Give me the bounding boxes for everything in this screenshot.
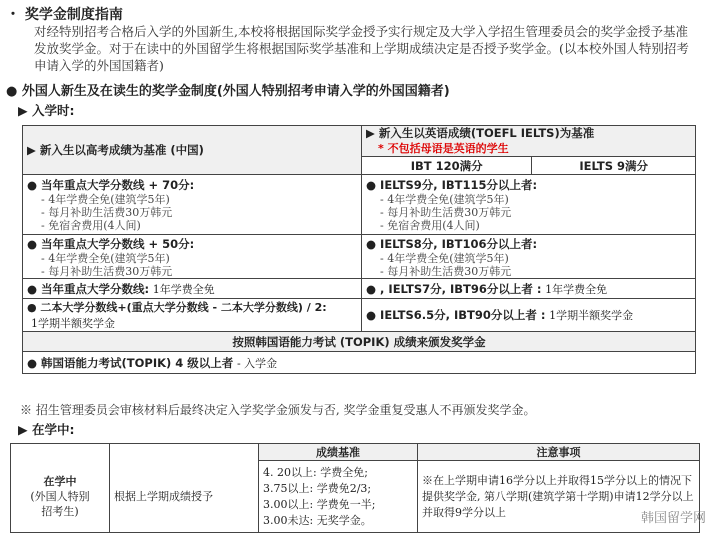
row3-right-value: 1年学费全免 (545, 282, 608, 296)
enrolled-scholarship-table (10, 443, 700, 533)
row4-left-title: ● 二本大学分数线+(重点大学分数线 - 二本大学分数线) / 2: (27, 301, 327, 314)
row1-right (362, 175, 696, 235)
enrolled-label: ▶ 在学中: (18, 422, 75, 437)
row1-left-item: - 每月补助生活费30万韩元 (41, 206, 173, 219)
row2-right-item: - 4年学费全免(建筑学5年) (380, 251, 509, 265)
notes-cell: ※在上学期申请16学分以上并取得15学分以上的情况下提供奖学金, 第八学期(建筑学第十学期)申请12学分以上并取得9学分以上 (418, 461, 700, 533)
row1-left-item: - 4年学费全免(建筑学5年) (41, 193, 170, 206)
row2-left (23, 235, 362, 279)
row2-left-title: ● 当年重点大学分数线 + 50分: (27, 236, 195, 251)
topik-header: 按照韩国语能力考试 (TOPIK) 成绩来颁发奖学金 (23, 332, 696, 352)
row3-right (362, 279, 696, 299)
topik-row-value: - 入学金 (236, 356, 278, 370)
admission-scholarship-table (22, 125, 696, 374)
row2-right-item: - 每月补助生活费30万韩元 (380, 264, 512, 278)
english-header-note: * 不包括母语是英语的学生 (378, 142, 509, 155)
row1-left-title: ● 当年重点大学分数线 + 70分: (27, 178, 195, 192)
row-label-line1: 在学中 (43, 474, 77, 488)
row3-left-title: ● 当年重点大学分数线: (27, 281, 150, 296)
row-label-line2: (外国人特别 (30, 489, 90, 503)
row-label-line3: 招考生) (41, 504, 79, 518)
criteria-item: 3.75以上: 学费免2/3; (263, 481, 372, 495)
row3-left (23, 279, 362, 299)
criteria-cell (259, 461, 418, 533)
row4-right (362, 299, 696, 332)
row1-right-item: - 免宿舍费用(4人间) (380, 219, 480, 232)
gaokao-header: ▶ 新入生以高考成绩为基准 (中国) (23, 126, 362, 175)
basis-cell: 根据上学期成绩授予 (110, 461, 259, 533)
english-header: ▶ 新入生以英语成绩(TOEFL IELTS)为基准 (366, 126, 595, 140)
criteria-item: 4. 20以上: 学费全免; (263, 465, 368, 479)
row4-right-title: ● IELTS6.5分, IBT90分以上者 : (366, 308, 546, 322)
row1-left (23, 175, 362, 235)
admission-label: ▶ 入学时: (18, 103, 75, 118)
col-ibt: IBT 120满分 (362, 157, 532, 175)
row3-left-value: 1年学费全免 (152, 282, 215, 296)
row4-left-value: 1学期半额奖学金 (31, 317, 115, 330)
row1-right-item: - 每月补助生活费30万韩元 (380, 206, 512, 219)
row2-left-item: - 4年学费全免(建筑学5年) (41, 251, 170, 265)
topik-row-title: ● 韩国语能力考试(TOPIK) 4 级以上者 (27, 355, 234, 370)
row3-right-title: ● , IELTS7分, IBT96分以上者 : (366, 281, 542, 296)
review-note: ※ 招生管理委员会审核材料后最终决定入学奖学金颁发与否, 奖学金重复受惠人不再颁发奖学金。 (20, 403, 536, 417)
row1-right-title: ● IELTS9分, IBT115分以上者: (366, 178, 538, 192)
criteria-item: 3.00以上: 学费免一半; (263, 497, 376, 511)
row4-left (23, 299, 362, 332)
row4-right-value: 1学期半额奖学金 (549, 309, 634, 322)
row2-right (362, 235, 696, 279)
col-notes: 注意事项 (418, 444, 700, 461)
row2-right-title: ● IELTS8分, IBT106分以上者: (366, 236, 538, 251)
row1-left-item: - 免宿舍费用(4人间) (41, 219, 141, 232)
col-ielts: IELTS 9满分 (532, 157, 696, 175)
criteria-item: 3.00未达: 无奖学金。 (263, 513, 372, 527)
row-label (11, 461, 110, 533)
scholarship-system-heading: ● 外国人新生及在读生的奖学金制度(外国人特别招考申请入学的外国国籍者) (6, 84, 450, 99)
row2-left-item: - 每月补助生活费30万韩元 (41, 264, 173, 278)
row1-right-item: - 4年学费全免(建筑学5年) (380, 193, 509, 206)
col-criteria: 成绩基准 (259, 444, 418, 461)
scholarship-guide-heading: ・ 奖学金制度指南 (6, 7, 123, 23)
topik-row (23, 352, 696, 374)
watermark-logo: 韩国留学网 (640, 511, 706, 526)
intro-paragraph: 对经特别招考合格后入学的外国新生,本校将根据国际奖学金授予实行规定及大学入学招生管理委员会的奖学金授予基准发放奖学金。对于在读中的外国留学生将根据国际奖学基准和上学期成绩决定是否授予奖学金。(以本校外国人特别招考申请入学的外国国籍者) (34, 24, 689, 73)
